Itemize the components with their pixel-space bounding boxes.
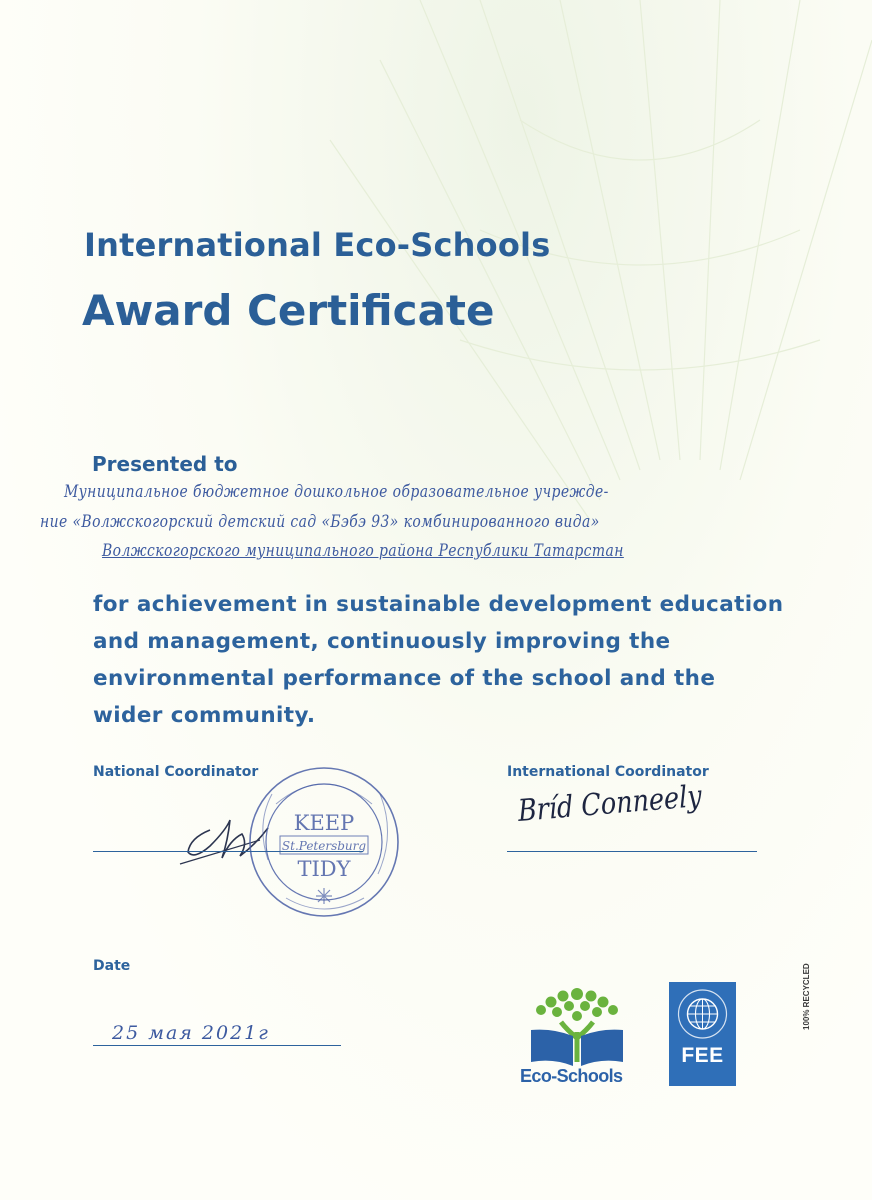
organization-stamp	[246, 764, 402, 920]
stamp-line-city: St.Petersburg	[281, 839, 367, 853]
recipient-line-1: Муниципальное бюджетное дошкольное образовательное учрежде-	[64, 482, 609, 502]
recipient-line-2: ние «Волжскогорский детский сад «Бэбэ 93» комбинированного вида»	[40, 512, 600, 532]
certificate-title-line2: Award Certificate	[82, 286, 495, 335]
date-label: Date	[93, 958, 131, 974]
date-line	[93, 1045, 341, 1046]
stamp-line-tidy: TIDY	[297, 857, 351, 881]
recipient-line-3: Волжскогорского муниципального района Республики Татарстан	[102, 541, 624, 561]
fee-logo	[669, 982, 736, 1086]
fee-globe-icon	[669, 982, 736, 1046]
national-coordinator-label: National Coordinator	[93, 764, 259, 780]
presented-to-label: Presented to	[92, 452, 238, 476]
certificate-title-line1: International Eco-Schools	[84, 226, 551, 264]
eco-schools-wordmark: Eco-Schools	[520, 1066, 623, 1086]
international-coordinator-label: International Coordinator	[507, 764, 709, 780]
achievement-statement: for achievement in sustainable development education and management, continuously improving the environmental performance of the school and the wider community.	[93, 592, 784, 728]
fee-wordmark: FEE	[681, 1044, 724, 1067]
national-signature-line	[93, 851, 363, 852]
stamp-line-keep: KEEP	[293, 811, 355, 835]
recycled-note: 100% RECYCLED	[802, 963, 811, 1030]
international-signature-line	[507, 851, 757, 852]
international-coordinator-signature: Bríd Conneely	[516, 778, 703, 829]
date-value: 25 мая 2021г	[112, 1022, 270, 1044]
